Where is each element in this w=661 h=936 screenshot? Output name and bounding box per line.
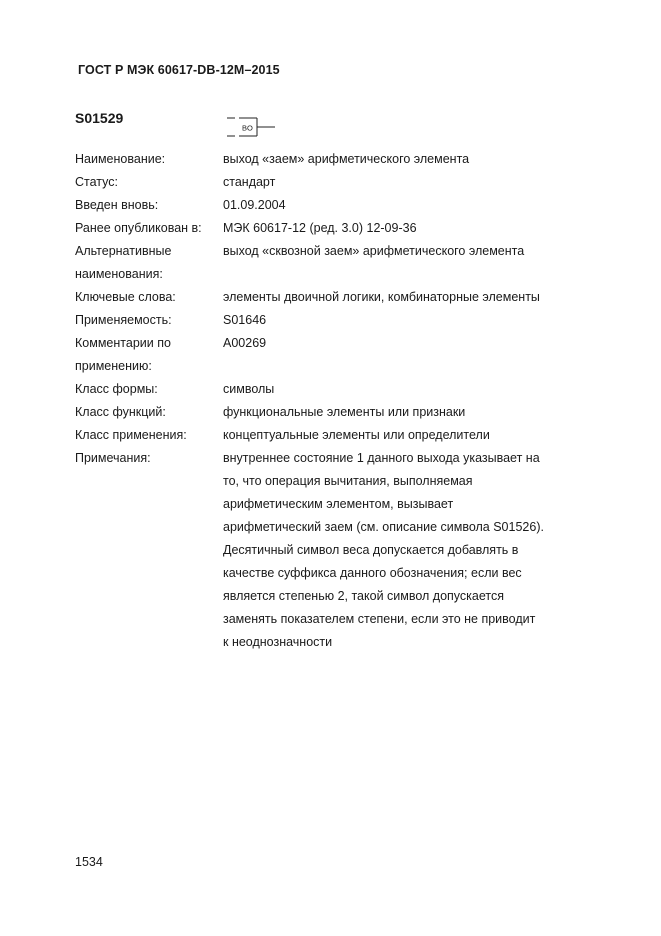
property-label bbox=[75, 240, 223, 286]
property-value-line: стандарт bbox=[223, 175, 276, 189]
property-label bbox=[75, 194, 223, 217]
property-label-line: наименования: bbox=[75, 267, 163, 281]
property-value-line: A00269 bbox=[223, 336, 267, 350]
property-row bbox=[75, 424, 573, 447]
property-value bbox=[223, 447, 573, 654]
document-header: ГОСТ Р МЭК 60617-DB-12M–2015 bbox=[78, 63, 280, 77]
property-value-line: выход «заем» арифметического элемента bbox=[223, 152, 470, 166]
property-value bbox=[223, 194, 573, 217]
property-value-line: арифметическим элементом, вызывает bbox=[223, 497, 454, 511]
property-value bbox=[223, 217, 573, 240]
property-value-line: концептуальные элементы или определители bbox=[223, 428, 490, 442]
property-label-line: Ранее опубликован в: bbox=[75, 221, 202, 235]
property-row bbox=[75, 171, 573, 194]
borrow-output-symbol-icon bbox=[223, 114, 279, 142]
property-value bbox=[223, 378, 573, 401]
property-label bbox=[75, 286, 223, 309]
property-label bbox=[75, 171, 223, 194]
property-label bbox=[75, 217, 223, 240]
property-value bbox=[223, 240, 573, 286]
property-value-line: 01.09.2004 bbox=[223, 198, 286, 212]
property-row bbox=[75, 401, 573, 424]
property-value-line: символы bbox=[223, 382, 275, 396]
property-label-line: Введен вновь: bbox=[75, 198, 159, 212]
property-value bbox=[223, 309, 573, 332]
property-row bbox=[75, 447, 573, 654]
property-row bbox=[75, 378, 573, 401]
property-row bbox=[75, 332, 573, 378]
property-value-line: то, что операция вычитания, выполняемая bbox=[223, 474, 473, 488]
property-label-line: Ключевые слова: bbox=[75, 290, 176, 304]
property-value-line: МЭК 60617-12 (ред. 3.0) 12-09-36 bbox=[223, 221, 417, 235]
property-label-line: Применяемость: bbox=[75, 313, 172, 327]
property-value bbox=[223, 286, 573, 309]
property-value bbox=[223, 148, 573, 171]
property-value-line: элементы двоичной логики, комбинаторные элементы bbox=[223, 290, 540, 304]
property-label bbox=[75, 378, 223, 401]
property-label-line: применению: bbox=[75, 359, 152, 373]
property-label bbox=[75, 148, 223, 171]
property-value-line: к неоднозначности bbox=[223, 635, 333, 649]
property-label-line: Примечания: bbox=[75, 451, 151, 465]
property-label bbox=[75, 332, 223, 378]
property-value bbox=[223, 401, 573, 424]
symbol-glyph-text: BO bbox=[242, 123, 253, 133]
property-row bbox=[75, 148, 573, 171]
property-label bbox=[75, 309, 223, 332]
property-label bbox=[75, 447, 223, 654]
property-label-line: Статус: bbox=[75, 175, 118, 189]
property-label-line: Комментарии по bbox=[75, 336, 171, 350]
properties-list bbox=[75, 148, 573, 654]
property-label-line: Класс формы: bbox=[75, 382, 158, 396]
property-value-line: заменять показателем степени, если это не приводит bbox=[223, 612, 536, 626]
property-row bbox=[75, 309, 573, 332]
property-value-line: Десятичный символ веса допускается добавлять в bbox=[223, 543, 519, 557]
property-label bbox=[75, 401, 223, 424]
property-value-line: является степенью 2, такой символ допускается bbox=[223, 589, 504, 603]
symbol-code: S01529 bbox=[75, 110, 124, 126]
property-label bbox=[75, 424, 223, 447]
property-label-line: Класс функций: bbox=[75, 405, 166, 419]
page-number: 1534 bbox=[75, 855, 103, 869]
property-value bbox=[223, 424, 573, 447]
property-value bbox=[223, 332, 573, 378]
property-value-line: S01646 bbox=[223, 313, 267, 327]
property-label-line: Класс применения: bbox=[75, 428, 187, 442]
property-label-line: Наименование: bbox=[75, 152, 166, 166]
property-value-line: качестве суффикса данного обозначения; если вес bbox=[223, 566, 522, 580]
property-value-line: арифметический заем (см. описание символа S01526). bbox=[223, 520, 544, 534]
property-row bbox=[75, 194, 573, 217]
property-value-line: выход «сквозной заем» арифметического элемента bbox=[223, 244, 525, 258]
property-value-line: функциональные элементы или признаки bbox=[223, 405, 466, 419]
property-row bbox=[75, 286, 573, 309]
property-label-line: Альтернативные bbox=[75, 244, 172, 258]
property-value-line: внутреннее состояние 1 данного выхода указывает на bbox=[223, 451, 540, 465]
property-value bbox=[223, 171, 573, 194]
property-row bbox=[75, 240, 573, 286]
property-row bbox=[75, 217, 573, 240]
